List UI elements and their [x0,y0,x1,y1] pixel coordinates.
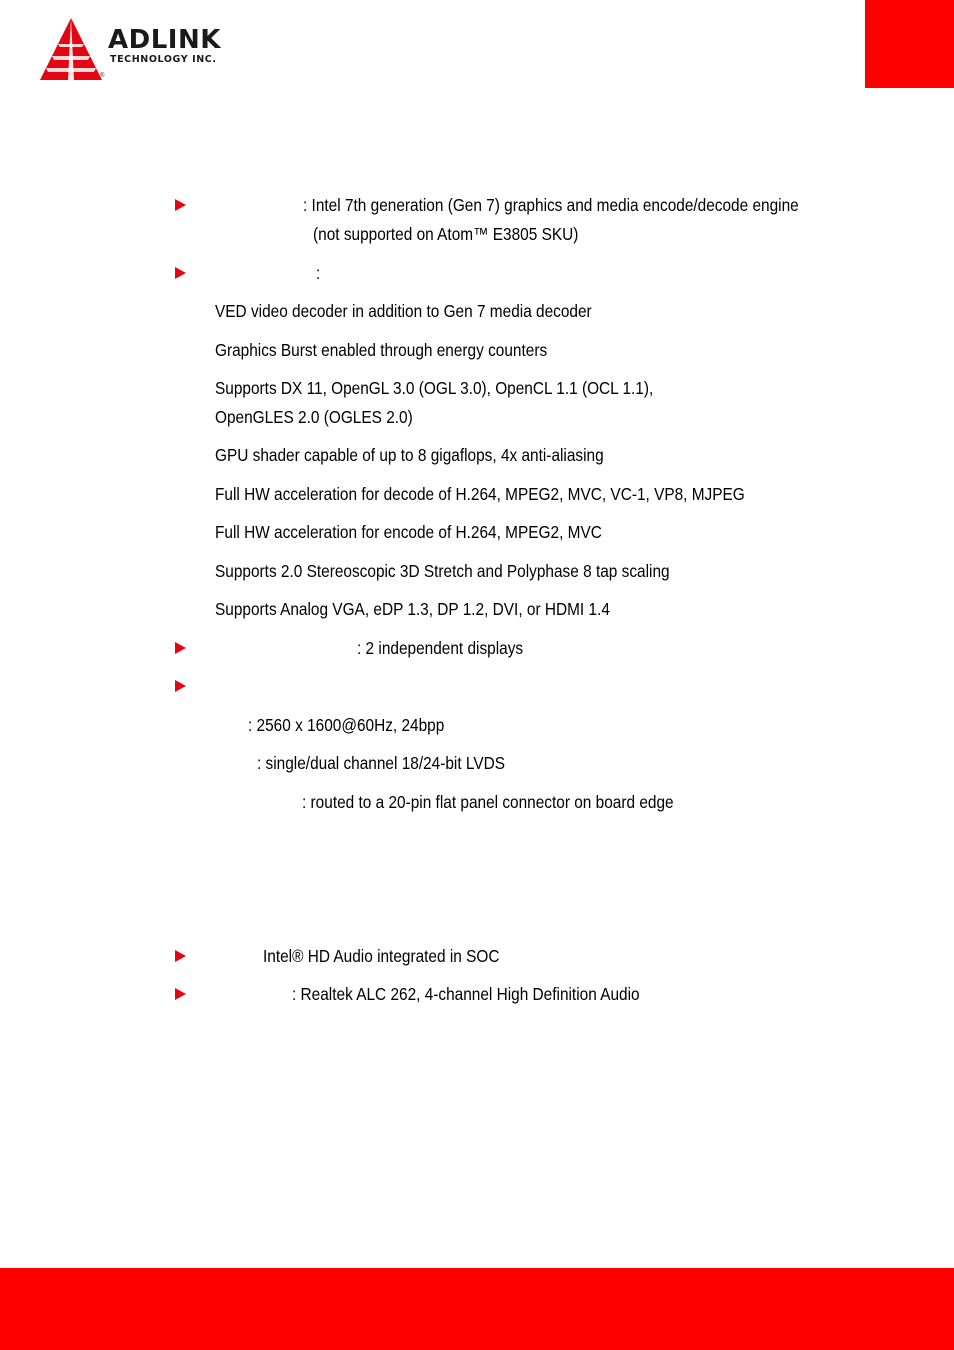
feature-item: GPU shader capable of up to 8 gigaflops, 4x anti-aliasing [215,445,604,465]
logo-name: ADLINK [108,25,221,55]
logo-registered-mark: ® [100,73,105,79]
corner-red-tab [865,0,954,88]
feature-item: Full HW acceleration for encode of H.264, MPEG2, MVC [215,522,602,542]
graphics-engine-text: : Intel 7th generation (Gen 7) graphics and media encode/decode engine [303,195,799,215]
resolution-text: : 2560 x 1600@60Hz, 24bpp [248,715,445,735]
feature-item: OpenGLES 2.0 (OGLES 2.0) [215,407,413,427]
bullet-icon [175,680,186,692]
feature-item: Supports 2.0 Stereoscopic 3D Stretch and Polyphase 8 tap scaling [215,561,670,581]
feature-item: Graphics Burst enabled through energy counters [215,340,548,360]
bullet-icon [175,988,186,1000]
feature-item: Full HW acceleration for decode of H.264, MPEG2, MVC, VC-1, VP8, MJPEG [215,484,745,504]
bullet-icon [175,199,186,211]
lvds-connector-text: : routed to a 20-pin flat panel connector on board edge [302,792,674,812]
graphics-engine-note: (not supported on Atom™ E3805 SKU) [313,224,579,244]
feature-item: VED video decoder in addition to Gen 7 media decoder [215,301,592,321]
bullet-icon [175,950,186,962]
lvds-channel-text: : single/dual channel 18/24-bit LVDS [257,753,505,773]
logo-tagline: TECHNOLOGY INC. [110,54,217,65]
feature-item: Supports DX 11, OpenGL 3.0 (OGL 3.0), OpenCL 1.1 (OCL 1.1), [215,378,654,398]
features-colon: : [316,263,321,283]
audio-codec-text: : Realtek ALC 262, 4-channel High Definition Audio [292,984,640,1004]
adlink-triangle-icon [38,16,108,84]
footer-red-band [0,1268,954,1350]
displays-text: : 2 independent displays [357,638,524,658]
bullet-icon [175,642,186,654]
feature-item: Supports Analog VGA, eDP 1.3, DP 1.2, DVI, or HDMI 1.4 [215,599,610,619]
audio-chipset-text: Intel® HD Audio integrated in SOC [263,946,500,966]
bullet-icon [175,267,186,279]
